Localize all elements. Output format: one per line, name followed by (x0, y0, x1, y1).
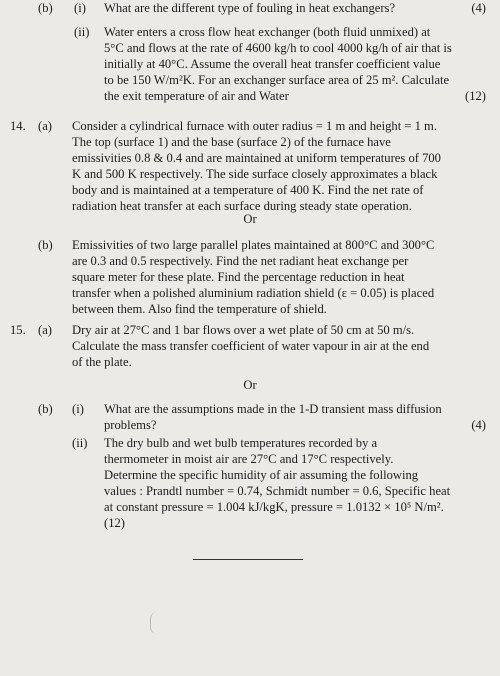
text-line: radiation heat transfer at each surface during steady state operation. (72, 199, 412, 213)
question-text: What are the different type of fouling in heat exchangers? (104, 1, 396, 15)
text-line: Water enters a cross flow heat exchanger (both fluid unmixed) at (104, 25, 431, 39)
text-line: emissivities 0.8 & 0.4 and are maintained at uniform temperatures of 700 (72, 151, 441, 165)
subpart-label: (i) (74, 1, 86, 15)
question-number: 15. (10, 323, 26, 337)
text-line: are 0.3 and 0.5 respectively. Find the net radiant heat exchange per (72, 254, 409, 268)
text-line: thermometer in moist air are 27°C and 17°C respectively. (104, 452, 394, 466)
text-line: What are the assumptions made in the 1-D transient mass diffusion (104, 402, 442, 416)
text-line: K and 500 K respectively. The side surface closely approximates a black (72, 167, 438, 181)
part-label: (a) (38, 323, 52, 337)
text-line: values : Prandtl number = 0.74, Schmidt number = 0.6, Specific heat (104, 484, 451, 498)
text-line: The top (surface 1) and the base (surface 2) of the furnace have (72, 135, 391, 149)
or-separator: Or (243, 212, 257, 226)
text-line: transfer when a polished aluminium radiation shield (ε = 0.05) is placed (72, 286, 435, 300)
text-line: body and is maintained at a temperature of 400 K. Find the net rate of (72, 183, 424, 197)
subpart-label: (ii) (74, 25, 90, 39)
marks: (12) (465, 89, 486, 103)
part-label: (b) (38, 402, 53, 416)
question-14b (72, 237, 486, 317)
text-line: between them. Also find the temperature of shield. (72, 302, 327, 316)
text-line: Consider a cylindrical furnace with outer radius = 1 m and height = 1 m. (72, 119, 437, 133)
marks: (4) (471, 418, 486, 432)
text-line: Dry air at 27°C and 1 bar flows over a wet plate of 50 cm at 50 m/s. (72, 323, 415, 337)
question-13b-i (104, 0, 486, 16)
text-line: Emissivities of two large parallel plates maintained at 800°C and 300°C (72, 238, 435, 252)
question-number: 14. (10, 119, 26, 133)
question-15b-i (104, 401, 486, 433)
text-line: initially at 40°C. Assume the overall heat transfer coefficient value (104, 57, 441, 71)
text-line: square meter for these plate. Find the percentage reduction in heat (72, 270, 405, 284)
text-line: of the plate. (72, 355, 132, 369)
question-13b-ii (104, 24, 486, 104)
subpart-label: (i) (72, 402, 84, 416)
part-label: (b) (38, 1, 53, 15)
question-15a (72, 322, 486, 370)
question-15b-ii (104, 435, 486, 531)
text-line: the exit temperature of air and Water (104, 89, 289, 103)
text-line: 5°C and flows at the rate of 4600 kg/h to cool 4000 kg/h of air that is (104, 41, 452, 55)
text-line: Calculate the mass transfer coefficient of water vapour in air at the end (72, 339, 430, 353)
end-rule (193, 559, 303, 560)
marks: (4) (471, 1, 486, 15)
part-label: (b) (38, 238, 53, 252)
text-line: Determine the specific humidity of air assuming the following (104, 468, 419, 482)
part-label: (a) (38, 119, 52, 133)
question-14a (72, 118, 486, 214)
text-line: problems? (104, 418, 157, 432)
subpart-label: (ii) (72, 436, 88, 450)
stray-pencil-mark (150, 612, 157, 634)
text-line: The dry bulb and wet bulb temperatures recorded by a (104, 436, 378, 450)
text-line: at constant pressure = 1.004 kJ/kgK, pressure = 1.0132 × 10⁵ N/m². (104, 500, 444, 514)
text-line: to be 150 W/m²K. For an exchanger surface area of 25 m². Calculate (104, 73, 450, 87)
or-separator: Or (243, 378, 257, 392)
marks: (12) (104, 516, 125, 530)
